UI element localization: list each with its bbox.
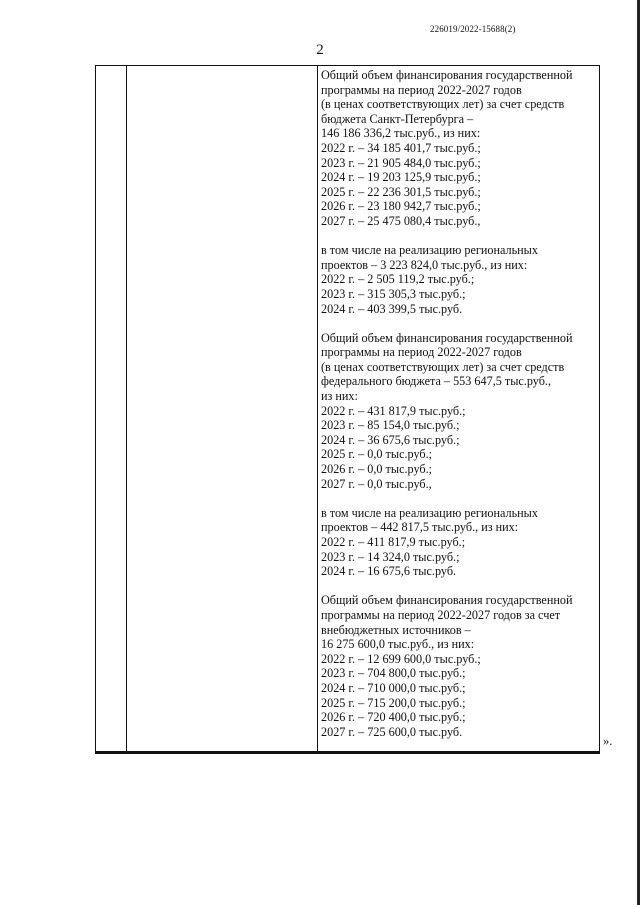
- text-line: 146 186 336,2 тыс.руб., из них:: [321, 126, 481, 141]
- text-line: 2024 г. – 710 000,0 тыс.руб.;: [321, 680, 466, 695]
- text-line: Общий объем финансирования государственной: [321, 68, 573, 82]
- text-line: 2025 г. – 0,0 тыс.руб.;: [321, 447, 433, 462]
- text-line: 2023 г. – 704 800,0 тыс.руб.;: [321, 666, 466, 681]
- text-line: из них:: [321, 389, 358, 404]
- text-line: внебюджетных источников –: [321, 622, 471, 637]
- text-line: 2024 г. – 16 675,6 тыс.руб.: [321, 564, 457, 579]
- blank-line: [321, 579, 595, 594]
- text-line: 2022 г. – 12 699 600,0 тыс.руб.;: [321, 651, 481, 666]
- text-line: 2027 г. – 725 600,0 тыс.руб.: [321, 724, 463, 739]
- table-column-divider: [317, 66, 318, 751]
- text-line: проектов – 3 223 824,0 тыс.руб., из них:: [321, 257, 528, 272]
- text-line: 2025 г. – 22 236 301,5 тыс.руб.;: [321, 184, 481, 199]
- text-line: проектов – 442 817,5 тыс.руб., из них:: [321, 520, 519, 535]
- text-line: 2023 г. – 21 905 484,0 тыс.руб.;: [321, 155, 481, 170]
- text-line: (в ценах соответствующих лет) за счет средств: [321, 97, 565, 112]
- text-line: 2023 г. – 85 154,0 тыс.руб.;: [321, 418, 460, 433]
- text-line: 2024 г. – 19 203 125,9 тыс.руб.;: [321, 170, 481, 185]
- text-line: Общий объем финансирования государственной: [321, 330, 573, 345]
- text-line: 2025 г. – 715 200,0 тыс.руб.;: [321, 695, 466, 710]
- text-line: 2024 г. – 403 399,5 тыс.руб.: [321, 301, 463, 316]
- funding-description-cell: [321, 68, 595, 739]
- closing-quote-mark: ».: [603, 734, 613, 748]
- text-line: программы на период 2022-2027 годов за счет: [321, 607, 561, 622]
- text-line: (в ценах соответствующих лет) за счет средств: [321, 359, 565, 374]
- blank-line: [321, 316, 595, 331]
- table-column-divider: [126, 66, 127, 751]
- text-line: 2027 г. – 25 475 080,4 тыс.руб.,: [321, 213, 481, 228]
- text-line: 2023 г. – 315 305,3 тыс.руб.;: [321, 286, 466, 301]
- text-line: 2026 г. – 720 400,0 тыс.руб.;: [321, 710, 466, 725]
- text-line: Общий объем финансирования государственной: [321, 593, 573, 608]
- text-line: 2026 г. – 23 180 942,7 тыс.руб.;: [321, 199, 481, 214]
- text-line: бюджета Санкт-Петербурга –: [321, 111, 474, 126]
- funding-table: [95, 65, 600, 754]
- blank-line: [321, 491, 595, 506]
- text-line: 2022 г. – 34 185 401,7 тыс.руб.;: [321, 140, 481, 155]
- document-id: 226019/2022-15688(2): [430, 24, 516, 34]
- text-line: 2026 г. – 0,0 тыс.руб.;: [321, 462, 433, 477]
- text-line: 2022 г. – 411 817,9 тыс.руб.;: [321, 535, 466, 549]
- text-line: программы на период 2022-2027 годов: [321, 345, 522, 360]
- text-line: в том числе на реализацию региональных: [321, 505, 538, 520]
- text-line: 2022 г. – 2 505 119,2 тыс.руб.;: [321, 272, 475, 287]
- text-line: 2023 г. – 14 324,0 тыс.руб.;: [321, 549, 460, 564]
- text-line: 2027 г. – 0,0 тыс.руб.,: [321, 476, 432, 491]
- page-number: 2: [316, 42, 324, 58]
- text-line: федерального бюджета – 553 647,5 тыс.руб.,: [321, 374, 552, 389]
- text-line: программы на период 2022-2027 годов: [321, 82, 522, 97]
- text-line: 16 275 600,0 тыс.руб., из них:: [321, 637, 475, 652]
- text-line: 2024 г. – 36 675,6 тыс.руб.;: [321, 432, 460, 447]
- blank-line: [321, 229, 595, 244]
- text-line: в том числе на реализацию региональных: [321, 243, 538, 258]
- text-line: 2022 г. – 431 817,9 тыс.руб.;: [321, 403, 466, 418]
